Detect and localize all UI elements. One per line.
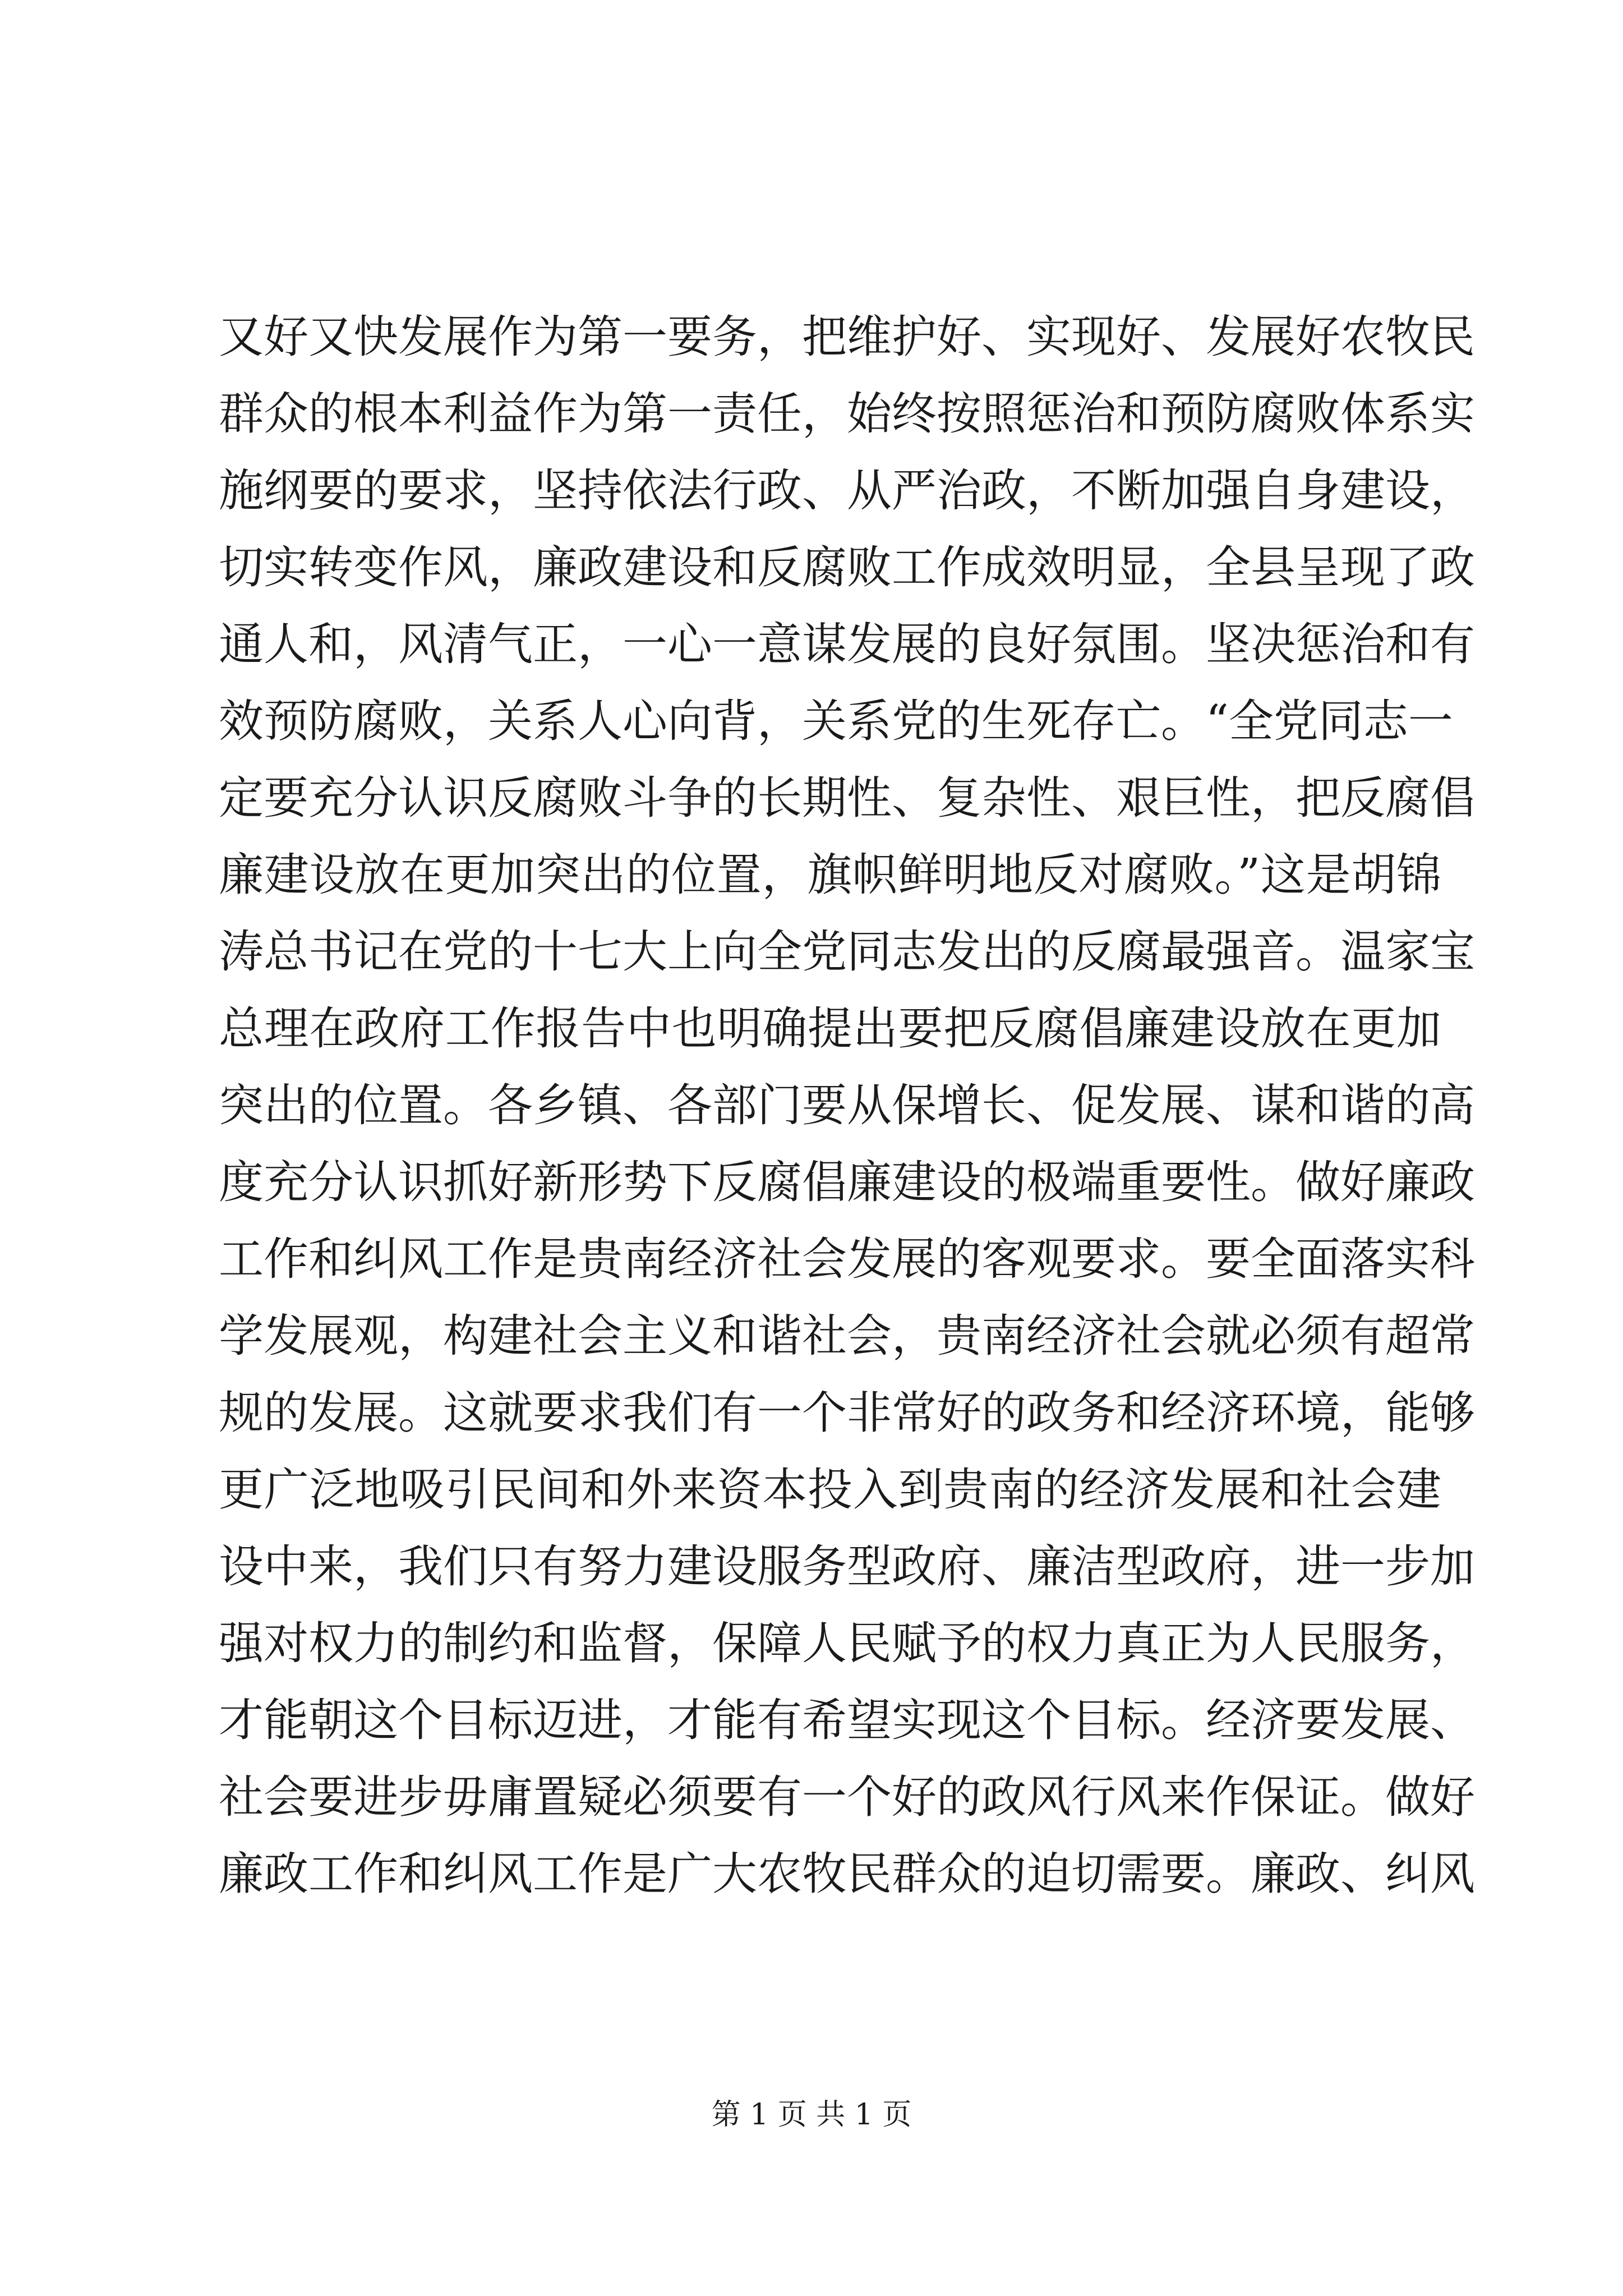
text-line: 才能朝这个目标迈进，才能有希望实现这个目标。经济要发展、 (219, 1694, 1475, 1746)
text-line: 工作和纠风工作是贵南经济社会发展的客观要求。要全面落实科 (219, 1233, 1475, 1285)
text-line: 群众的根本利益作为第一责任，始终按照惩治和预防腐败体系实 (219, 388, 1475, 440)
page-number-footer: 第 1 页 共 1 页 (711, 2098, 912, 2132)
text-line: 涛总书记在党的十七大上向全党同志发出的反腐最强音。温家宝 (219, 926, 1475, 978)
text-line: 切实转变作风，廉政建设和反腐败工作成效明显，全县呈现了政 (219, 541, 1475, 593)
text-line: 廉政工作和纠风工作是广大农牧民群众的迫切需要。廉政、纠风 (219, 1848, 1475, 1900)
text-line: 强对权力的制约和监督，保障人民赋予的权力真正为人民服务， (219, 1617, 1475, 1669)
text-line: 规的发展。这就要求我们有一个非常好的政务和经济环境，能够 (219, 1387, 1475, 1439)
text-line: 通人和，风清气正，一心一意谋发展的良好氛围。坚决惩治和有 (219, 618, 1475, 670)
text-line: 突出的位置。各乡镇、各部门要从保增长、促发展、谋和谐的高 (219, 1079, 1475, 1131)
text-line: 又好又快发展作为第一要务，把维护好、实现好、发展好农牧民 (219, 311, 1475, 363)
text-line: 学发展观，构建社会主义和谐社会，贵南经济社会就必须有超常 (219, 1310, 1475, 1362)
text-line: 施纲要的要求，坚持依法行政、从严治政，不断加强自身建设， (219, 464, 1475, 517)
body-paragraph (219, 298, 1475, 1912)
text-line: 设中来，我们只有努力建设服务型政府、廉洁型政府，进一步加 (219, 1540, 1475, 1593)
text-line: 总理在政府工作报告中也明确提出要把反腐倡廉建设放在更加 (219, 1002, 1441, 1055)
text-line: 效预防腐败，关系人心向背，关系党的生死存亡。“全党同志一 (219, 695, 1453, 747)
text-line: 社会要进步毋庸置疑必须要有一个好的政风行风来作保证。做好 (219, 1771, 1475, 1823)
text-line: 度充分认识抓好新形势下反腐倡廉建设的极端重要性。做好廉政 (219, 1156, 1475, 1208)
text-line: 更广泛地吸引民间和外来资本投入到贵南的经济发展和社会建 (219, 1464, 1441, 1516)
text-line: 廉建设放在更加突出的位置，旗帜鲜明地反对腐败。”这是胡锦 (219, 849, 1441, 901)
text-line: 定要充分认识反腐败斗争的长期性、复杂性、艰巨性，把反腐倡 (219, 772, 1475, 824)
